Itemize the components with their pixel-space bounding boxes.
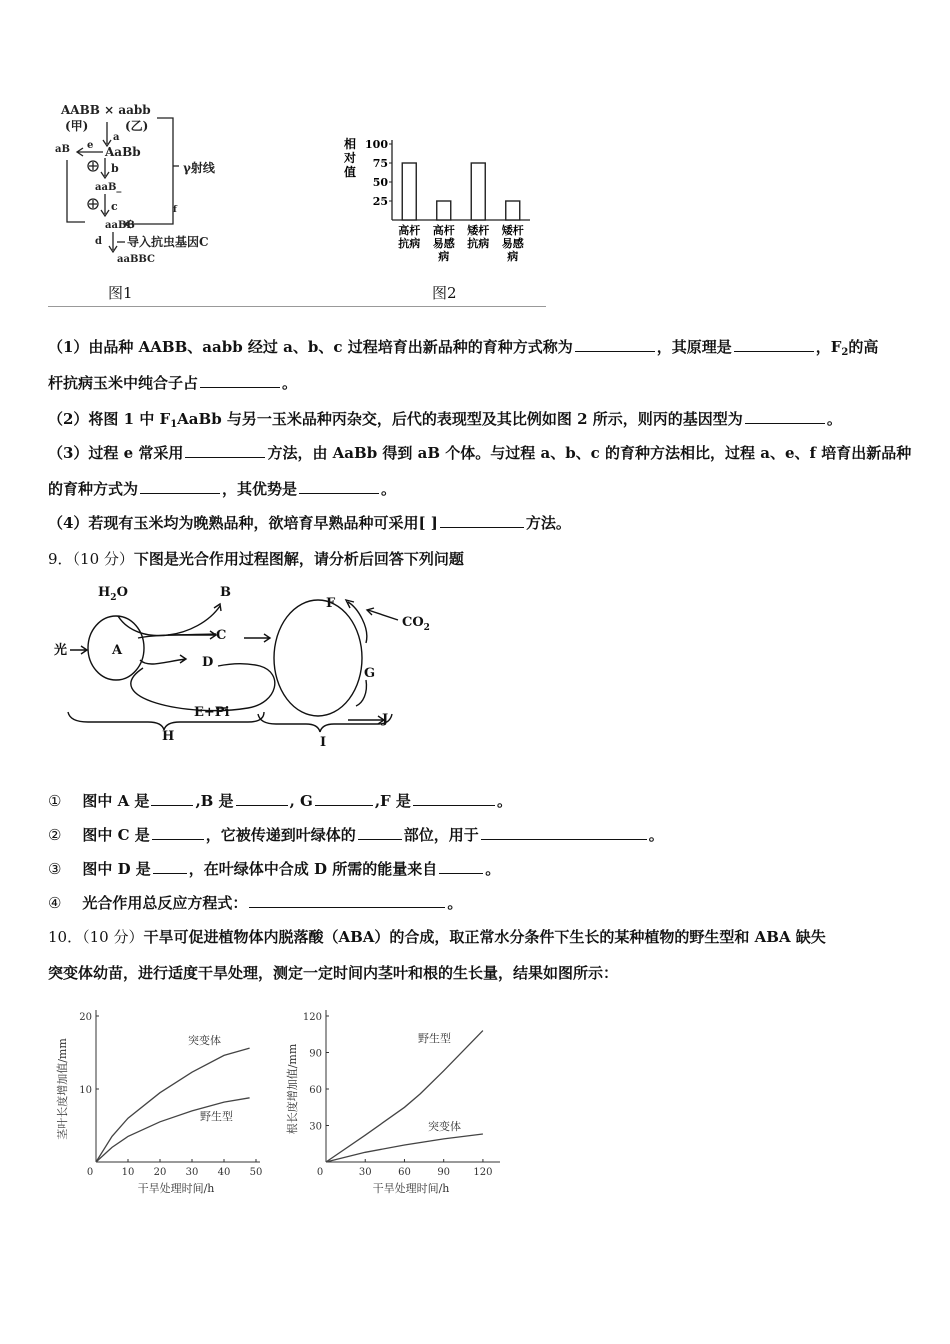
x-category-label: 抗病 [467,237,490,250]
figure2-bar-chart [340,132,540,272]
y-tick-label: 120 [302,1012,322,1023]
q8-blank-breeding-method[interactable] [575,337,655,352]
series-label: 突变体 [188,1034,221,1047]
photosynthesis-diagram [48,578,448,750]
x-axis-label: 干旱处理时间/h [372,1182,450,1195]
bar [437,201,451,220]
q9-blank-use[interactable] [481,825,647,840]
label-B: B [220,585,231,600]
y-tick-label: 10 [79,1085,92,1096]
final-genotype: aaBBC [117,254,156,265]
y-tick-label: 25 [372,195,388,208]
step-c: c [111,200,118,213]
parent-a: (甲) [65,119,89,133]
y-tick-label: 90 [309,1048,322,1060]
q8-part2: （2）将图 1 中 $F_1AaBb$ 与另一玉米品种丙杂交，后代的表现型及其比例如图 2 所示，则丙的基因型为 。 [48,410,842,430]
q8-blank-early-method[interactable] [440,513,524,528]
label-co2: $CO_2$ [402,615,430,633]
x-tick-label: 0 [316,1167,324,1178]
aabb-result: aaBB [105,220,135,231]
f1-text: AaBb [105,145,141,159]
figure1-caption: 图1 [108,284,133,302]
x-axis-label: 干旱处理时间/h [137,1182,215,1195]
bar [506,201,520,220]
x-tick-label: 20 [153,1167,167,1178]
label-G: G [364,666,376,681]
label-I: I [320,735,327,750]
figure1-breeding-diagram [55,100,285,270]
label-light: 光 [54,643,68,658]
y-axis-label: 对 [344,151,357,165]
q8-part3-line2: 的育种方式为 ，其优势是 。 [48,480,397,498]
x-tick-label: 0 [86,1167,94,1178]
q9-item4: ④ 光合作用总反应方程式： 。 [48,894,463,912]
y-axis-label: 值 [344,165,357,179]
y-tick-label: 75 [372,157,388,170]
x-category-label: 矮杆 [501,224,524,237]
f-label: f [173,205,177,215]
q9-blank-D[interactable] [153,859,187,874]
q9-blank-A[interactable] [151,791,193,806]
x-category-label: 易感 [501,237,524,250]
x-tick-label: 60 [398,1167,411,1178]
q10-line1: 10．（10 分）干旱可促进植物体内脱落酸（ABA）的合成，取正常水分条件下生长的某种植物的野生型和 ABA 缺失 [48,928,826,946]
series-line [326,1031,483,1162]
q8-blank-homozygous[interactable] [200,373,280,388]
q8-part1-line2: 杆抗病玉米中纯合子占 。 [48,374,298,392]
y-axis-label: 相 [344,137,357,151]
x-tick-label: 30 [185,1167,199,1178]
q9-blank-C[interactable] [152,825,204,840]
series-line [96,1048,250,1162]
shoot-growth-chart [48,1000,278,1200]
q9-blank-G[interactable] [315,791,373,806]
x-category-label: 矮杆 [467,224,490,237]
y-tick-label: 30 [309,1121,322,1133]
q8-part3-line1: （3）过程 e 常采用 方法，由 AaBb 得到 aB 个体。与过程 a、b、c 的育种方法相比，过程 a、e、f 培育出新品种 [48,444,912,462]
x-category-label: 抗病 [398,237,421,250]
figure2-caption: 图2 [432,284,457,302]
series-label: 突变体 [428,1120,461,1133]
x-category-label: 易感 [432,237,455,250]
bar [471,163,485,220]
q9-blank-location[interactable] [358,825,402,840]
x-tick-label: 120 [473,1167,493,1178]
x-category-label: 病 [507,250,519,263]
q9-blank-B[interactable] [236,791,288,806]
y-tick-label: 50 [372,176,388,189]
y-axis-label: 根长度增加值/mm [286,1043,299,1135]
y-axis-label: 茎叶长度增加值/mm [56,1038,69,1140]
q9-item1: ① 图中 A 是 ,B 是 , G ,F 是 。 [48,792,512,810]
x-category-label: 病 [438,250,450,263]
q8-blank-principle[interactable] [734,337,814,352]
bar [402,163,416,220]
y-tick-label: 100 [365,138,388,151]
label-h2o: $H_2O$ [98,585,128,603]
x-tick-label: 30 [358,1167,372,1178]
q9-header: 9．（10 分）下图是光合作用过程图解，请分析后回答下列问题 [48,550,464,568]
aab-text: aaB_ [95,182,122,193]
q9-item3: ③ 图中 D 是 ，在叶绿体中合成 D 所需的能量来自 。 [48,860,501,878]
q9-blank-energy[interactable] [439,859,483,874]
label-F: F [326,596,336,611]
cross-text: AABB × aabb [61,103,151,117]
x-category-label: 高杆 [432,224,455,237]
x-tick-label: 40 [217,1167,231,1178]
label-D: D [202,655,214,670]
y-tick-label: 60 [309,1085,322,1096]
x-category-label: 高杆 [398,224,421,237]
figure-divider [48,306,546,307]
x-tick-label: 90 [437,1167,451,1178]
step-a: a [113,132,120,143]
q8-blank-breeding-type[interactable] [140,479,220,494]
d-label: d [95,236,102,247]
label-C: C [216,628,227,643]
label-J: J [382,712,389,727]
label-A: A [112,643,123,658]
label-E-Pi: E+Pi [194,705,230,720]
import-gene-text: 导入抗虫基因C [127,235,209,249]
q8-blank-genotype[interactable] [745,409,825,424]
y-tick-label: 20 [79,1012,92,1023]
parent-b: (乙) [125,119,149,133]
x-tick-label: 10 [121,1167,135,1178]
x-tick-label: 50 [249,1167,263,1178]
q8-part1-line1: （1）由品种 AABB、aabb 经过 a、b、c 过程培育出新品种的育种方式称为 ，其原理是 ，$F_2$的高 [48,338,879,358]
label-H: H [162,729,175,744]
q9-item2: ② 图中 C 是 ，它被传递到叶绿体的 部位，用于 。 [48,826,664,844]
e-label: e [87,140,94,151]
q8-part4: （4）若现有玉米均为晚熟品种，欲培育早熟品种可采用[ ] 方法。 [48,514,571,532]
q8-blank-advantage[interactable] [299,479,379,494]
q9-blank-F[interactable] [413,791,495,806]
root-growth-chart [278,1000,508,1200]
q8-blank-method-e[interactable] [185,443,265,458]
series-line [96,1098,250,1162]
series-label: 野生型 [418,1032,451,1045]
series-line [326,1134,483,1162]
q9-blank-equation[interactable] [249,893,445,908]
step-b: b [111,162,119,175]
q10-line2: 突变体幼苗，进行适度干旱处理，测定一定时间内茎叶和根的生长量，结果如图所示： [48,964,619,982]
series-label: 野生型 [200,1110,233,1123]
gamma-text: γ射线 [183,161,215,175]
ab-left: aB [55,144,70,155]
